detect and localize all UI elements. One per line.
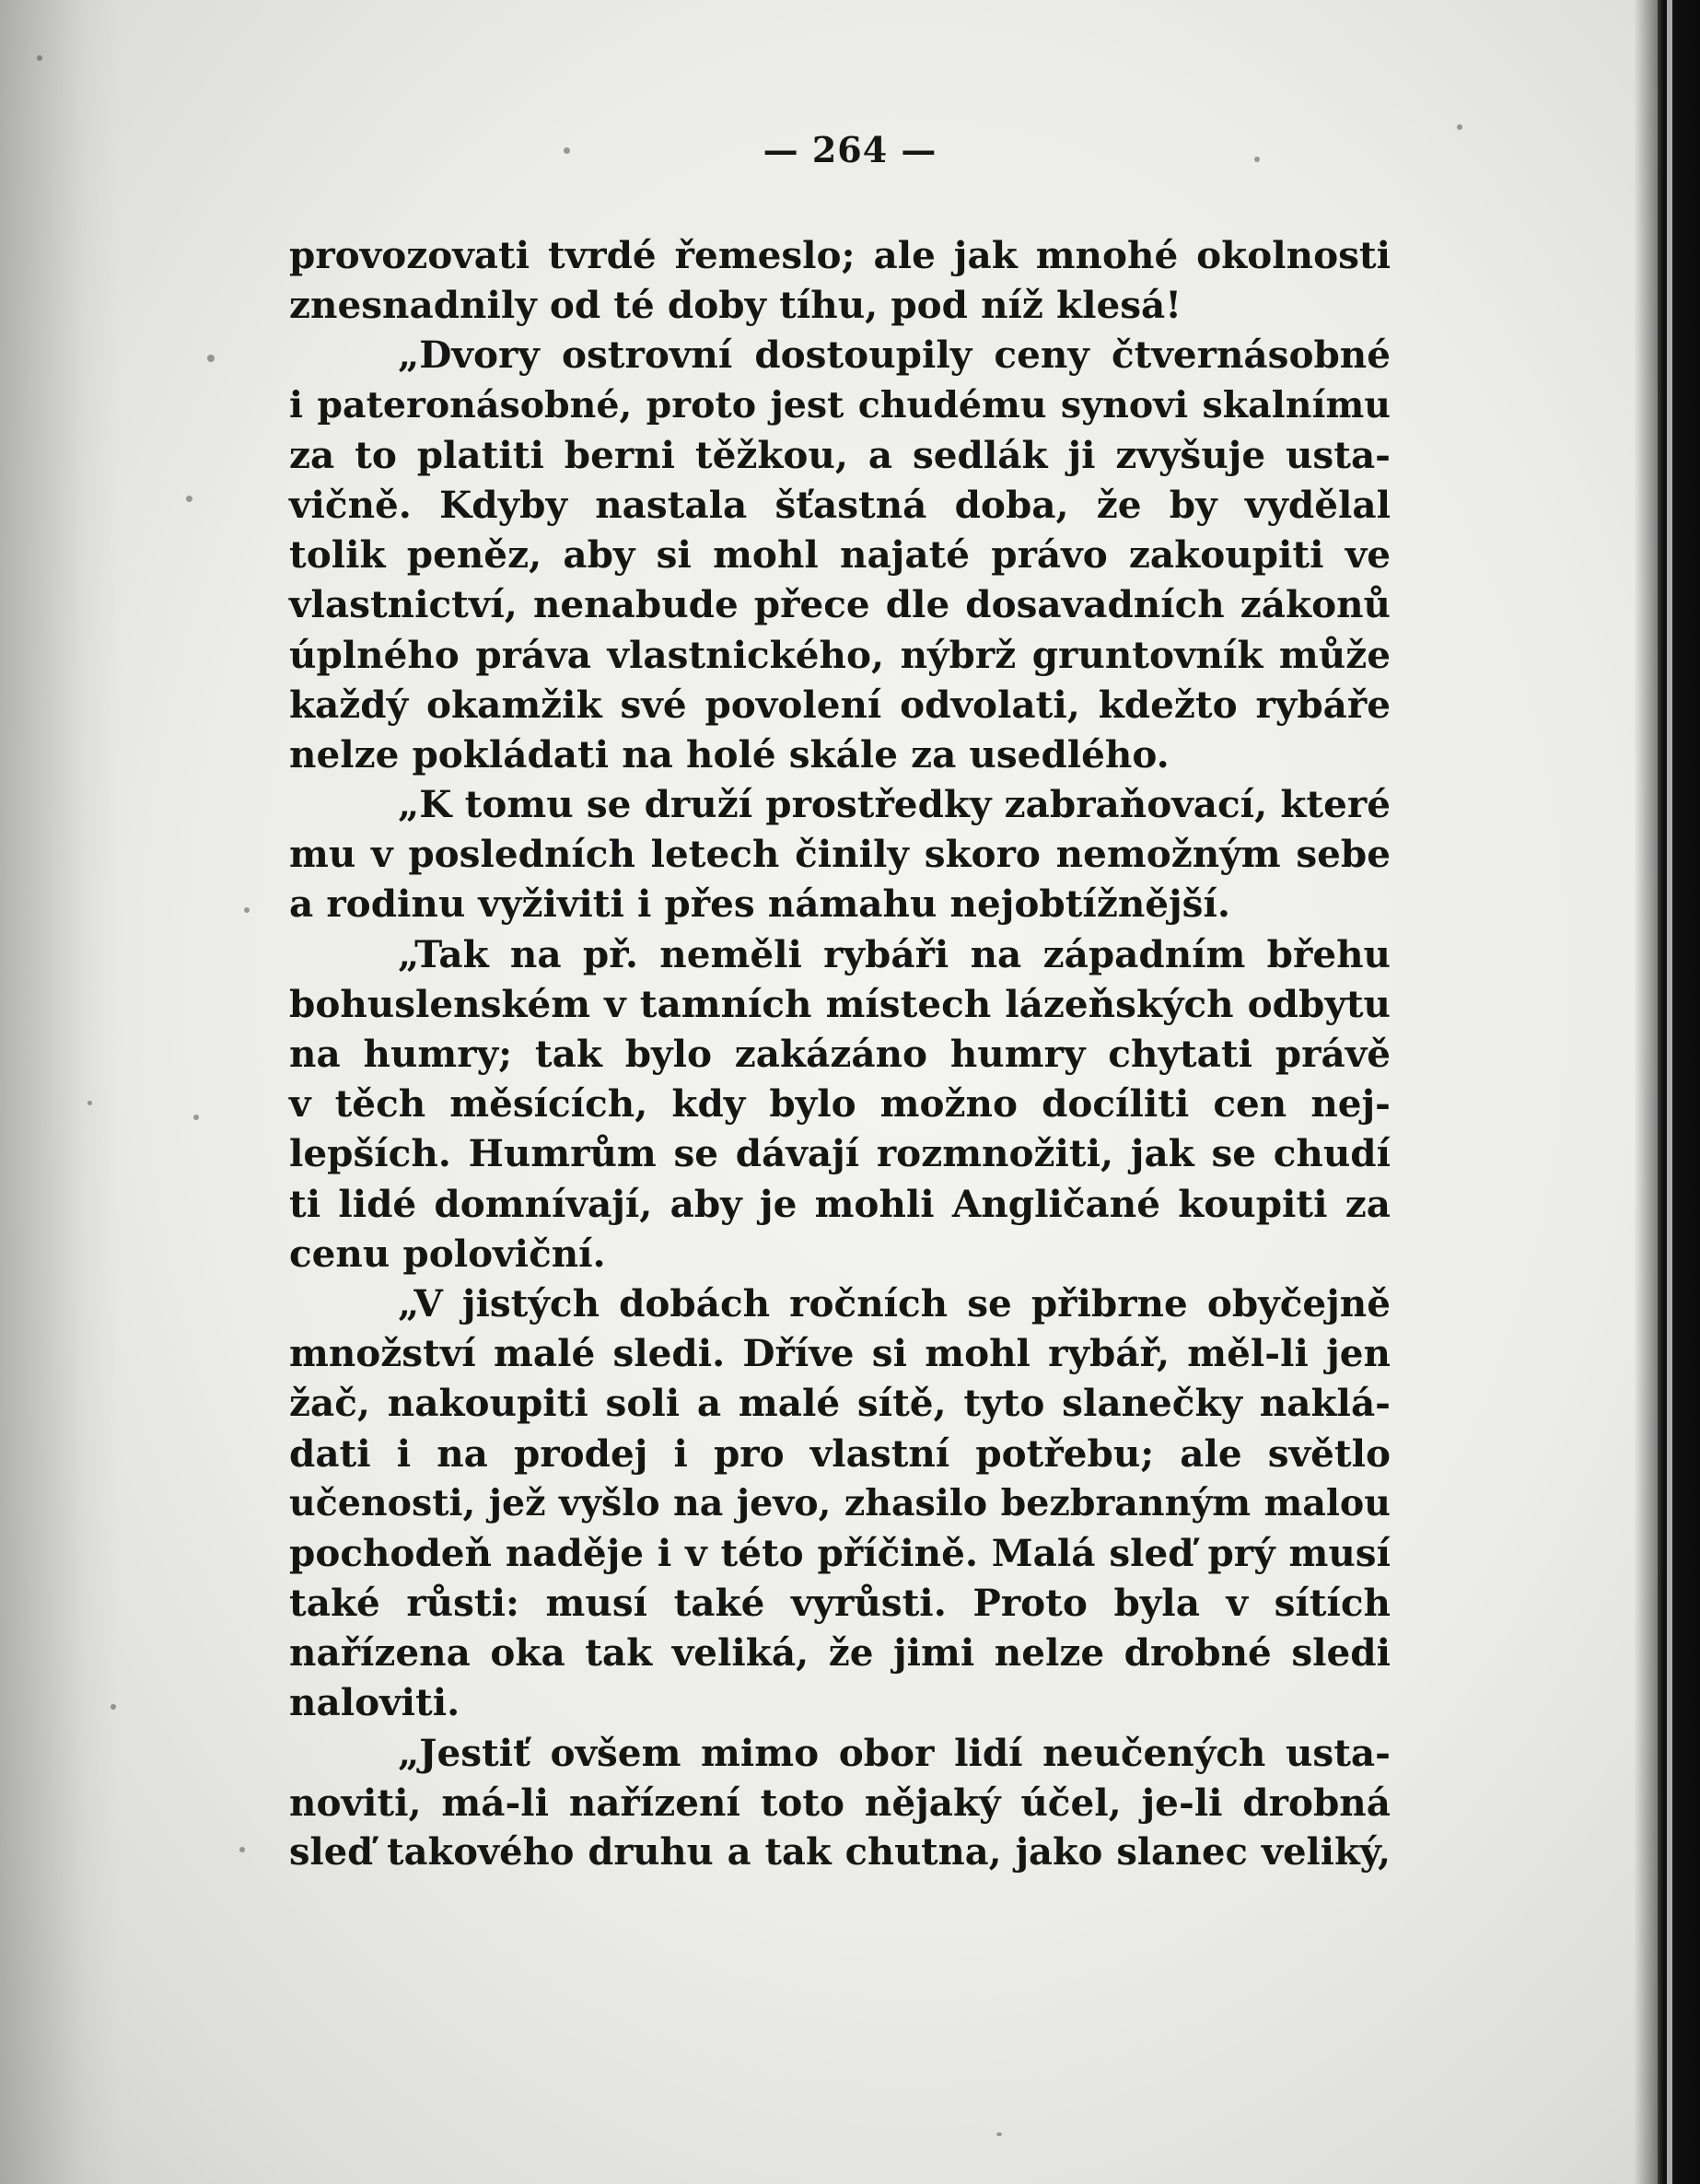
text-line: a rodinu vyživiti i přes námahu nejobtížnější. (289, 882, 1230, 927)
text-line: „Tak na př. neměli rybáři na západním břehu (398, 931, 1391, 976)
page-fold (1667, 0, 1672, 2184)
text-line: „Jestiť ovšem mimo obor lidí neučených usta- (398, 1730, 1391, 1775)
text-line: bohuslenském v tamních místech lázeňských odbytu (289, 981, 1391, 1026)
text-line: ti lidé domnívají, aby je mohli Angličané koupiti za (289, 1181, 1391, 1226)
text-line: vičně. Kdyby nastala šťastná doba, že by vydělal (289, 482, 1391, 527)
text-line: nelze pokládati na holé skále za usedlého. (289, 731, 1170, 777)
text-line: každý okamžik své povolení odvolati, kdežto rybáře (289, 682, 1391, 727)
paper-speck (186, 496, 192, 502)
text-line: pochodeň naděje i v této příčině. Malá sleď prý musí (289, 1530, 1391, 1575)
text-line: v těch měsících, kdy bylo možno docíliti cen nej- (289, 1081, 1391, 1127)
text-line: znesnadnily od té doby tíhu, pod níž klesá! (289, 283, 1182, 328)
text-line: „Dvory ostrovní dostoupily ceny čtvernásobné (398, 333, 1391, 378)
paper-speck (239, 1847, 245, 1852)
paper-speck (37, 55, 42, 61)
text-line: noviti, má-li nařízení toto nějaký účel, je-li drobná (289, 1780, 1391, 1825)
page-number: — 264 — (763, 129, 937, 170)
text-line: dati i na prodej i pro vlastní potřebu; ale světlo (289, 1431, 1391, 1476)
body-text (289, 230, 1391, 1877)
paper-speck (193, 1115, 199, 1120)
text-line: za to platiti berni těžkou, a sedlák ji zvyšuje usta- (289, 432, 1391, 477)
text-line: cenu poloviční. (289, 1231, 606, 1276)
text-line: na humry; tak bylo zakázáno humry chytati právě (289, 1032, 1391, 1076)
text-line: lepších. Humrům se dávají rozmnožiti, jak se chudí (289, 1131, 1391, 1176)
text-line: provozovati tvrdé řemeslo; ale jak mnohé okolnosti (289, 233, 1391, 277)
page-binding-edge (1658, 0, 1700, 2184)
text-line: „K tomu se druží prostředky zabraňovací, které (398, 782, 1391, 827)
paper-speck (1254, 157, 1260, 162)
text-line: množství malé sledi. Dříve si mohl rybář, měl-li jen (289, 1331, 1391, 1376)
paper-speck (564, 147, 570, 154)
paper-speck (111, 1704, 116, 1710)
text-line: „V jistých dobách ročních se přibrne obyčejně (398, 1280, 1391, 1326)
text-line: tolik peněz, aby si mohl najaté právo zakoupiti ve (289, 532, 1391, 578)
text-line: naloviti. (289, 1680, 460, 1725)
paper-speck (996, 2132, 1002, 2136)
text-line: mu v posledních letech činily skoro nemožným sebe (289, 832, 1391, 877)
text-line: žač, nakoupiti soli a malé sítě, tyto slanečky naklá- (289, 1381, 1391, 1426)
paper-speck (1457, 124, 1462, 130)
text-line: také růsti: musí také vyrůsti. Proto byla v sítích (289, 1581, 1391, 1626)
text-line: úplného práva vlastnického, nýbrž gruntovník může (289, 632, 1391, 677)
paper-speck (244, 907, 250, 913)
text-line: učenosti, jež vyšlo na jevo, zhasilo bezbranným malou (289, 1481, 1391, 1524)
text-line: i pateronásobné, proto jest chudému synovi skalnímu (289, 383, 1391, 426)
paper-speck (87, 1101, 92, 1105)
text-line: nařízena oka tak veliká, že jimi nelze drobné sledi (289, 1630, 1391, 1676)
text-line: vlastnictví, nenabude přece dle dosavadních zákonů (289, 582, 1391, 627)
text-line: sleď takového druhu a tak chutna, jako slanec veliký, (289, 1830, 1391, 1874)
paper-speck (207, 355, 215, 362)
